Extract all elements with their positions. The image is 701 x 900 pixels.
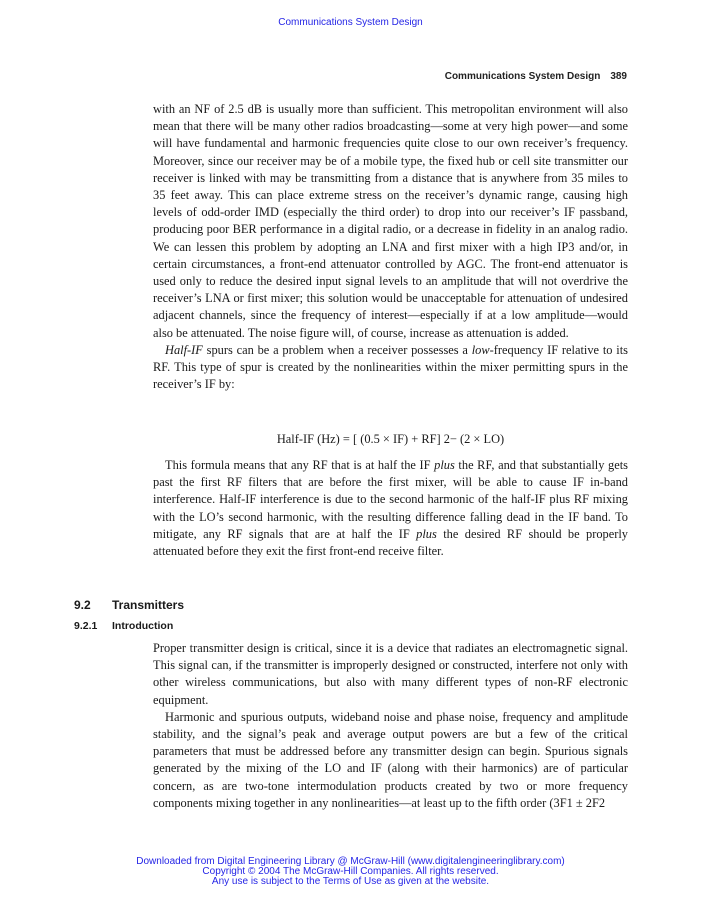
footer [0, 857, 701, 887]
equation: Half-IF (Hz) = [ (0.5 × IF) + RF] 2− (2 × LO) [276, 432, 505, 446]
italic-term: plus [416, 526, 437, 541]
italic-term: low [471, 342, 490, 357]
body-text-block-2 [153, 457, 628, 560]
paragraph [153, 457, 628, 560]
body-text-block-1 [153, 101, 628, 393]
text-run: -frequency IF relative to its RF. This type of spur is created by the nonlinearities within the mixer permitting spurs in the receiver’s IF by: [153, 342, 628, 392]
footer-download-link[interactable]: Downloaded from Digital Engineering Library @ McGraw-Hill (www.digitalengineeringlibrary.com) [136, 856, 565, 867]
section-number: 9.2 [74, 598, 91, 612]
footer-terms-link[interactable]: Any use is subject to the Terms of Use as given at the website. [211, 876, 490, 887]
paragraph: with an NF of 2.5 dB is usually more than sufficient. This metropolitan environment will also mean that there will be many other radios broadcasting—some at very high power—and some will have fundamental and harmonic frequencies quite close to our own receiver’s frequency. Moreover, since our receiver may be of a mobile type, the fixed hub or cell site transmitter our receiver is linked with may be transmitting from a distance that is anywhere from 35 miles to 35 feet away. This can place extreme stress on the receiver’s dynamic range, causing high levels of odd-order IMD (especially the third order) to drop into our receiver’s IF passband, producing poor BER performance in a digital radio, or a decrease in fidelity in an analog radio. We can lessen this problem by adopting an LNA and first mixer with a high IP3 and/or, in certain circumstances, a front-end attenuator controlled by AGC. The front-end attenuator is used only to reduce the desired input signal levels to an amplitude that will not overdrive the receiver’s LNA or first mixer; this solution would be unacceptable for attenuation of undesired adjacent channels, since the frequency of interest—especially if at a low amplitude—would also be attenuated. The noise figure will, of course, increase as attenuation is added. [153, 102, 628, 340]
running-head-title: Communications System Design [444, 71, 601, 82]
paragraph: Harmonic and spurious outputs, wideband noise and phase noise, frequency and amplitude stability, and the signal’s peak and average output powers are but a few of the critical parameters that must be addressed before any transmitter design can begin. Spurious signals generated by the mixing of the LO and IF (along with their harmonics) are of particular concern, as are two-tone intermodulation products created by two or more frequency components mixing together in any nonlinearities—at least up to the fifth order (3F1 ± 2F2 [153, 709, 628, 810]
subsection-heading [74, 620, 173, 632]
top-link[interactable]: Communications System Design [278, 17, 423, 28]
text-run: This formula means that any RF that is at half the IF [165, 458, 435, 472]
page-number: 389 [610, 71, 627, 82]
running-head [445, 71, 627, 82]
section-title: Transmitters [112, 598, 185, 612]
italic-term: Half-IF [165, 342, 203, 357]
body-text-block-3 [153, 640, 628, 812]
text-run: the RF, and that substantially gets past the first RF filters that are before the first mixer, will be able to cause IF in-band interference. Half-IF interference is due to the second harmonic of the half-IF plus RF mixing with the LO’s second harmonic, with the resulting difference falling dead in the IF band. To mitigate, any RF signals that are at half the IF [153, 458, 628, 541]
subsection-number: 9.2.1 [74, 620, 98, 632]
footer-copyright: Copyright © 2004 The McGraw-Hill Companies. All rights reserved. [202, 866, 499, 877]
subsection-title: Introduction [112, 620, 174, 632]
paragraph: Proper transmitter design is critical, since it is a device that radiates an electromagnetic signal. This signal can, if the transmitter is improperly designed or constructed, interfere not only with other wireless communications, but also with many different types of non-RF electronic equipment. [153, 641, 628, 707]
section-heading [74, 598, 184, 612]
paragraph [153, 342, 628, 394]
italic-term: plus [434, 458, 455, 472]
text-run: the desired RF should be properly attenuated before they exit the first front-end receive filter. [153, 526, 628, 559]
text-run: spurs can be a problem when a receiver possesses a [202, 342, 472, 357]
